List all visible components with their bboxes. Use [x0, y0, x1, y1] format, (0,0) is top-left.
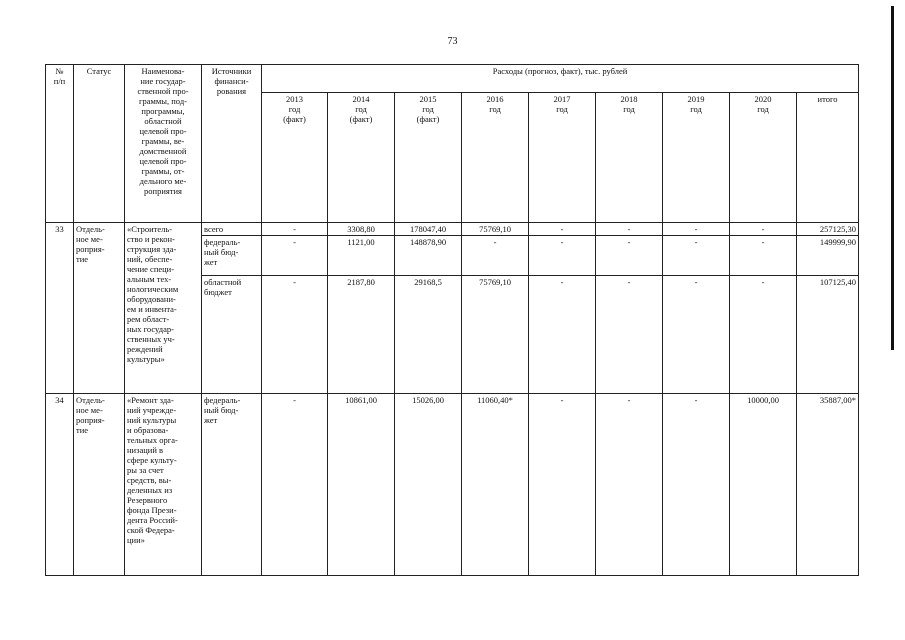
header-num: № п/п	[46, 65, 74, 223]
header-expenses: Расходы (прогноз, факт), тыс. рублей	[262, 65, 859, 93]
row-source: федераль- ный бюд- жет	[202, 236, 262, 276]
value-cell: -	[730, 276, 797, 394]
row-num: 34	[46, 394, 74, 576]
value-cell: 10861,00	[328, 394, 395, 576]
value-cell: -	[596, 223, 663, 236]
value-cell: -	[596, 236, 663, 276]
value-cell: -	[262, 223, 328, 236]
value-cell: -	[663, 236, 730, 276]
row-name: «Строитель- ство и рекон- струкция зда- ний, обеспе- чение специ- альным тех- нологическим оборудовани- ем и инвента- рем област- ных государ- ственных уч- реждений культуры»	[125, 223, 202, 394]
header-year: 2020 год	[730, 93, 797, 223]
value-cell: 15026,00	[395, 394, 462, 576]
header-year: 2017 год	[529, 93, 596, 223]
value-cell: -	[462, 236, 529, 276]
header-year: 2013 год (факт)	[262, 93, 328, 223]
value-cell: 178047,40	[395, 223, 462, 236]
header-year: 2014 год (факт)	[328, 93, 395, 223]
value-cell: 75769,10	[462, 223, 529, 236]
value-cell: 75769,10	[462, 276, 529, 394]
row-num: 33	[46, 223, 74, 394]
header-year: 2018 год	[596, 93, 663, 223]
value-cell: -	[529, 236, 596, 276]
value-cell: 3308,80	[328, 223, 395, 236]
value-cell: -	[596, 394, 663, 576]
value-cell: -	[730, 236, 797, 276]
value-cell: 257125,30	[797, 223, 859, 236]
value-cell: 11060,40*	[462, 394, 529, 576]
value-cell: 35887,00*	[797, 394, 859, 576]
header-year: 2019 год	[663, 93, 730, 223]
value-cell: -	[529, 276, 596, 394]
row-status: Отдель- ное ме- роприя- тие	[74, 394, 125, 576]
value-cell: -	[663, 276, 730, 394]
row-status: Отдель- ное ме- роприя- тие	[74, 223, 125, 394]
row-name: «Ремонт зда- ний учрежде- ний культуры и образова- тельных орга- низаций в сфере культу- ры за счет средств, вы- деленных из Резервного фонда Прези- дента Россий- ской Федера- ции»	[125, 394, 202, 576]
value-cell: -	[730, 223, 797, 236]
scan-edge-mark	[891, 6, 894, 350]
header-name: Наименова- ние государ- ственной про- граммы, под- программы, областной целевой про- граммы, ве- домственной целевой про- граммы, от- дельного ме- роприятия	[125, 65, 202, 223]
value-cell: -	[663, 394, 730, 576]
page-number: 73	[447, 36, 458, 47]
budget-table	[45, 64, 859, 576]
value-cell: -	[529, 394, 596, 576]
value-cell: 2187,80	[328, 276, 395, 394]
value-cell: 148878,90	[395, 236, 462, 276]
value-cell: 149999,90	[797, 236, 859, 276]
row-source: федераль- ный бюд- жет	[202, 394, 262, 576]
header-source: Источники финанси- рования	[202, 65, 262, 223]
value-cell: 107125,40	[797, 276, 859, 394]
value-cell: 29168,5	[395, 276, 462, 394]
header-status: Статус	[74, 65, 125, 223]
value-cell: -	[262, 394, 328, 576]
header-year: 2015 год (факт)	[395, 93, 462, 223]
table-row	[46, 394, 859, 576]
row-source: областной бюджет	[202, 276, 262, 394]
header-year: 2016 год	[462, 93, 529, 223]
value-cell: -	[663, 223, 730, 236]
value-cell: -	[529, 223, 596, 236]
value-cell: -	[262, 236, 328, 276]
header-row-1	[46, 65, 859, 93]
row-source: всего	[202, 223, 262, 236]
header-total: итого	[797, 93, 859, 223]
value-cell: 10000,00	[730, 394, 797, 576]
table-row	[46, 223, 859, 236]
value-cell: -	[596, 276, 663, 394]
value-cell: -	[262, 276, 328, 394]
value-cell: 1121,00	[328, 236, 395, 276]
